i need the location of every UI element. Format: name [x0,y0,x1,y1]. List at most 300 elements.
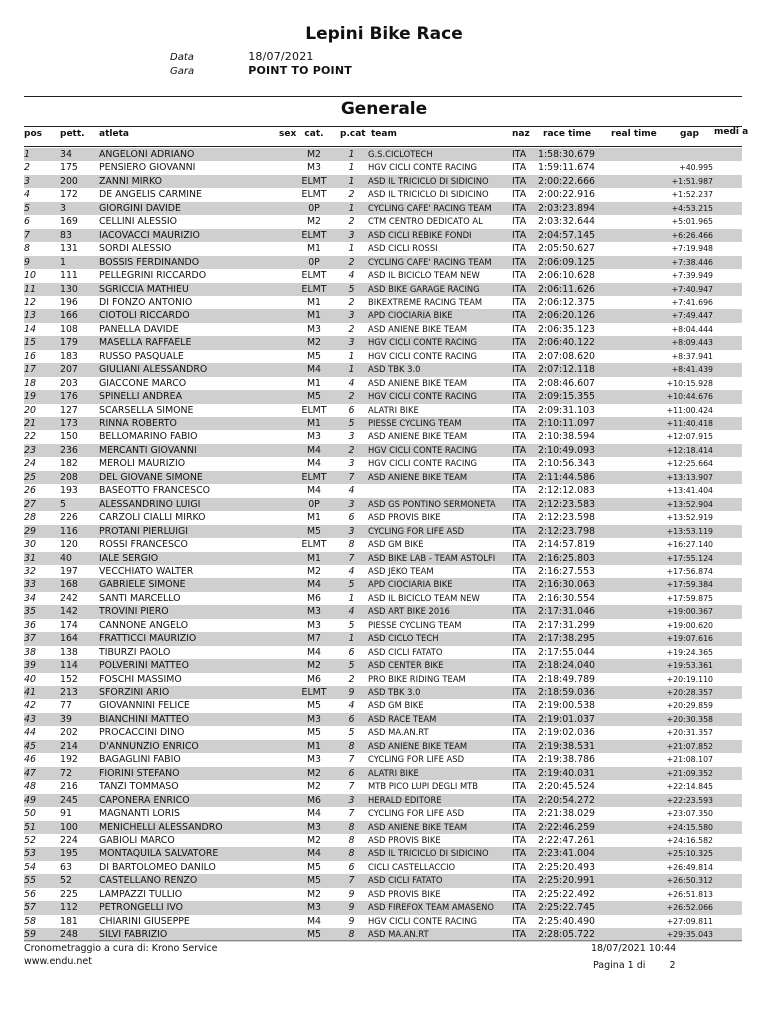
row-category: ELMT [301,687,327,698]
row-athlete: PENSIERO GIOVANNI [99,162,196,174]
row-category: M1 [306,377,322,389]
row-gap: +20:31.357 [666,728,713,738]
row-pos: 18 [24,377,36,389]
row-team: PIESSE CYCLING TEAM [368,418,462,428]
row-category: M4 [306,364,322,376]
header-real-time: real time [611,129,657,139]
row-athlete: SGRICCIA MATHIEU [99,283,189,295]
row-category-position: 9 [348,902,355,914]
row-pos: 2 [24,162,30,174]
table-row [24,646,742,659]
row-race-time: 2:20:54.272 [538,794,596,806]
row-category: M3 [306,713,322,725]
date-label: Data [170,52,194,63]
row-nation: ITA [512,485,527,497]
row-pos: 26 [24,485,36,497]
row-nation: ITA [512,606,527,618]
row-athlete: CIOTOLI RICCARDO [99,310,190,322]
row-nation: ITA [512,646,527,658]
row-gap: +7:41.696 [671,297,713,307]
row-athlete: ROSSI FRANCESCO [99,539,188,551]
row-category: M5 [306,350,322,362]
top-divider [24,96,742,97]
row-race-time: 1:59:11.674 [538,162,596,174]
row-bib: 179 [60,337,78,349]
row-athlete: BASEOTTO FRANCESCO [99,485,211,497]
row-category: ELMT [301,404,327,416]
row-nation: ITA [512,633,527,645]
row-category-position: 5 [348,619,355,631]
row-pos: 59 [24,929,36,941]
row-bib: 77 [60,700,72,712]
row-pos: 49 [24,794,36,806]
row-nation: ITA [512,216,527,228]
row-category-position: 3 [348,229,355,241]
row-bib: 108 [60,323,78,335]
header-pos: pos [24,129,42,139]
row-pos: 13 [24,310,36,322]
row-team: ALATRI BIKE [368,767,419,778]
row-category-position: 2 [348,391,355,403]
row-pos: 32 [24,565,36,577]
header-top-divider [24,126,742,127]
row-category-position: 1 [348,364,355,376]
row-team: ASD CENTER BIKE [368,660,444,671]
row-team: ASD FIREFOX TEAM AMASENO [368,902,495,913]
row-bib: 142 [60,606,78,618]
row-gap: +26:49.814 [666,862,713,872]
row-bib: 152 [60,673,78,685]
row-pos: 25 [24,471,36,483]
row-category-position: 1 [348,149,355,160]
row-team: HGV CICLI CONTE RACING [368,337,478,348]
row-athlete: GABIOLI MARCO [99,834,175,846]
row-race-time: 2:14:57.819 [538,539,596,551]
row-gap: +20:29.859 [666,701,713,711]
row-pos: 16 [24,350,36,362]
row-category: M1 [306,418,322,429]
row-team: ASD IL BICICLO TEAM NEW [368,270,480,281]
row-category-position: 5 [348,418,355,429]
row-category-position: 3 [348,310,355,322]
row-category-position: 1 [348,202,355,214]
table-row [24,525,742,538]
row-athlete: PETRONGELLI IVO [99,902,183,914]
row-team: ASD CICLI REBIKE FONDI [368,229,472,240]
row-pos: 53 [24,848,36,860]
row-race-time: 2:17:31.299 [538,619,596,631]
row-pos: 29 [24,525,36,537]
row-bib: 183 [60,350,78,362]
row-team: CTM CENTRO DEDICATO AL [368,216,483,227]
row-race-time: 2:18:49.789 [538,673,596,685]
row-gap: +21:08.107 [666,755,713,765]
row-nation: ITA [512,471,527,483]
row-athlete: IALE SERGIO [99,552,159,564]
row-category: 0P [308,256,320,268]
row-nation: ITA [512,202,527,214]
table-row [24,686,742,699]
row-gap: +24:16.582 [666,835,713,845]
row-category: M5 [306,875,322,887]
section-title: Generale [340,99,428,119]
row-race-time: 2:12:23.583 [538,498,596,510]
row-team: HGV CICLI CONTE RACING [368,915,478,926]
row-category: M1 [306,243,322,255]
row-athlete: MASELLA RAFFAELE [99,337,192,349]
row-bib: 225 [60,888,78,900]
table-row [24,619,742,632]
row-category-position: 8 [348,848,355,860]
row-category-position: 5 [348,579,355,591]
header-atleta: atleta [99,129,129,139]
row-pos: 42 [24,700,36,712]
row-race-time: 2:07:12.118 [538,364,596,376]
row-gap: +5:01.965 [671,217,713,227]
row-category: ELMT [301,229,327,241]
row-team: HGV CICLI CONTE RACING [368,162,478,173]
row-team: ASD TBK 3.0 [368,364,421,375]
row-pos: 15 [24,337,36,349]
row-pos: 58 [24,915,36,927]
row-bib: 176 [60,391,78,403]
row-pos: 10 [24,270,36,282]
row-category-position: 9 [348,915,355,927]
row-nation: ITA [512,848,527,860]
table-row [24,901,742,914]
row-gap: +21:07.852 [666,741,713,751]
row-category-position: 1 [348,243,355,255]
row-bib: 242 [60,592,78,604]
row-pos: 31 [24,552,36,564]
row-athlete: SORDI ALESSIO [99,243,172,255]
row-category: M2 [306,337,322,349]
row-bib: 181 [60,915,78,927]
row-bib: 192 [60,754,78,766]
row-pos: 1 [24,149,30,160]
row-athlete: BELLOMARINO FABIO [99,431,198,443]
row-category: M2 [306,660,322,672]
table-row [24,377,742,390]
row-team: ASD ANIENE BIKE TEAM [368,323,468,334]
row-category-position: 7 [348,754,355,766]
table-row [24,699,742,712]
row-bib: 203 [60,377,78,389]
row-category-position: 1 [348,175,355,187]
row-gap: +1:51.987 [671,176,713,186]
row-category: M3 [306,821,322,833]
website-link[interactable]: www.endu.net [24,956,92,967]
race-type-label: Gara [170,66,195,77]
row-bib: 169 [60,216,78,228]
row-race-time: 2:10:56.343 [538,458,596,470]
table-row [24,552,742,565]
table-row [24,242,742,255]
row-category: M4 [306,458,322,470]
table-row [24,430,742,443]
row-category: 0P [308,202,320,214]
row-category: M5 [306,391,322,403]
row-pos: 39 [24,660,36,672]
row-nation: ITA [512,687,527,698]
row-bib: 236 [60,444,78,456]
row-bib: 91 [60,808,72,820]
row-bib: 112 [60,902,78,914]
row-nation: ITA [512,175,527,187]
row-pos: 7 [24,229,30,241]
row-nation: ITA [512,431,527,443]
row-bib: 130 [60,283,78,295]
table-row [24,740,742,753]
row-gap: +19:00.367 [666,607,713,617]
row-nation: ITA [512,592,527,604]
row-team: ASD RACE TEAM [368,713,437,724]
row-race-time: 2:16:30.063 [538,579,596,591]
row-gap: +25:10.325 [666,849,713,859]
header-cat: cat. [304,129,324,139]
row-bib: 168 [60,579,78,591]
row-gap: +10:15.928 [666,378,713,388]
table-header [24,127,749,141]
table-row [24,659,742,672]
row-race-time: 2:12:12.083 [538,485,596,497]
table-row [24,296,742,309]
row-athlete: FIORINI STEFANO [99,767,180,779]
header-media: medi a [714,127,749,137]
row-gap: +22:23.593 [666,795,713,805]
row-bib: 3 [60,202,66,214]
row-race-time: 2:06:11.626 [538,283,596,295]
row-team: ASD ANIENE BIKE TEAM [368,740,468,751]
row-gap: +7:49.447 [671,311,713,321]
row-category-position: 7 [348,808,355,820]
row-pos: 52 [24,834,36,846]
row-category-position: 4 [348,565,355,577]
table-row [24,484,742,497]
row-team: ASD BIKE GARAGE RACING [368,283,480,294]
row-pos: 33 [24,579,36,591]
race-title: Lepini Bike Race [305,24,463,44]
row-race-time: 2:22:47.261 [538,834,596,846]
table-row [24,471,742,484]
row-team: ASD PROVIS BIKE [368,888,441,899]
row-team: HERALD EDITORE [368,794,442,805]
row-gap: +17:59.875 [666,593,713,603]
row-pos: 9 [24,256,30,268]
row-pos: 36 [24,619,36,631]
row-nation: ITA [512,256,527,268]
row-race-time: 2:28:05.722 [538,929,596,941]
row-race-time: 2:16:27.553 [538,565,596,577]
row-team: ASD GM BIKE [368,539,424,550]
table-row [24,888,742,901]
row-athlete: TANZI TOMMASO [99,781,179,793]
row-team: ASD BIKE LAB - TEAM ASTOLFI [368,552,496,563]
row-gap: +19:00.620 [666,620,713,630]
row-race-time: 2:12:23.798 [538,525,596,537]
row-pos: 41 [24,687,36,698]
row-nation: ITA [512,834,527,846]
row-athlete: DI FONZO ANTONIO [99,296,193,308]
row-category: M3 [306,902,322,914]
row-race-time: 2:09:31.103 [538,404,596,416]
row-athlete: CARZOLI CIALLI MIRKO [99,512,206,524]
row-nation: ITA [512,713,527,725]
row-nation: ITA [512,902,527,914]
row-category-position: 2 [348,444,355,456]
row-category: M2 [306,216,322,228]
row-category-position: 4 [348,485,355,497]
row-race-time: 2:00:22.916 [538,189,596,201]
row-race-time: 2:20:45.524 [538,781,596,793]
row-category-position: 3 [348,525,355,537]
row-category-position: 1 [348,350,355,362]
table-row [24,283,742,296]
row-race-time: 2:17:31.046 [538,606,596,618]
row-pos: 23 [24,444,36,456]
header-sex: sex [279,129,297,139]
row-gap: +29:35.043 [666,930,713,940]
row-gap: +10:44.676 [666,392,713,402]
date-value: 18/07/2021 [248,50,314,63]
row-nation: ITA [512,700,527,712]
row-bib: 200 [60,175,78,187]
row-category: M6 [306,592,322,604]
row-category-position: 6 [348,646,355,658]
row-pos: 12 [24,296,36,308]
row-team: PRO BIKE RIDING TEAM [368,673,466,684]
row-team: CYCLING FOR LIFE ASD [368,525,465,536]
row-nation: ITA [512,498,527,510]
table-row [24,861,742,874]
row-pos: 3 [24,175,30,187]
row-athlete: SILVI FABRIZIO [99,929,168,941]
row-race-time: 2:25:40.490 [538,915,596,927]
row-team: ASD TBK 3.0 [368,687,421,697]
row-pos: 55 [24,875,36,887]
row-pos: 11 [24,283,36,295]
row-team: ASD GS PONTINO SERMONETA [368,498,496,509]
row-nation: ITA [512,350,527,362]
row-race-time: 2:06:12.375 [538,296,596,308]
row-athlete: SFORZINI ARIO [99,687,170,698]
row-pos: 37 [24,633,36,645]
table-row [24,511,742,524]
row-bib: 72 [60,767,72,779]
row-gap: +8:04.444 [671,324,713,334]
row-nation: ITA [512,579,527,591]
row-gap: +11:40.418 [666,419,713,428]
row-category-position: 7 [348,552,355,564]
row-category: M5 [306,727,322,739]
row-gap: +19:07.616 [666,634,713,644]
row-team: CYCLING CAFE' RACING TEAM [368,256,492,267]
table-row [24,498,742,511]
row-gap: +19:53.361 [666,661,713,671]
row-athlete: CANNONE ANGELO [99,619,189,631]
row-nation: ITA [512,781,527,793]
header-naz: naz [512,129,530,139]
row-gap: +22:14.845 [666,782,713,792]
row-category-position: 1 [348,633,355,645]
row-bib: 175 [60,162,78,174]
row-gap: +16:27.140 [666,540,713,550]
table-row [24,336,742,349]
row-race-time: 2:06:35.123 [538,323,596,335]
row-category: M1 [306,310,322,322]
row-athlete: PANELLA DAVIDE [99,323,179,335]
row-race-time: 2:06:10.628 [538,270,596,282]
row-nation: ITA [512,552,527,564]
row-bib: 166 [60,310,78,322]
row-nation: ITA [512,512,527,524]
row-race-time: 2:04:57.145 [538,229,596,241]
row-gap: +26:50.312 [666,876,713,886]
row-bib: 114 [60,660,78,672]
row-team: ASD PROVIS BIKE [368,512,441,523]
row-category: M5 [306,700,322,712]
row-category-position: 6 [348,861,355,873]
row-nation: ITA [512,808,527,820]
row-nation: ITA [512,660,527,672]
row-gap: +7:19.948 [671,244,713,254]
row-nation: ITA [512,337,527,349]
row-nation: ITA [512,888,527,900]
header-pett: pett. [60,129,85,139]
row-race-time: 2:06:09.125 [538,256,596,268]
row-category: M3 [306,606,322,618]
row-race-time: 2:25:20.991 [538,875,596,887]
row-category: M3 [306,323,322,335]
row-gap: +13:13.907 [666,472,713,482]
row-gap: +12:18.414 [666,445,713,455]
row-team: BIKEXTREME RACING TEAM [368,296,483,307]
table-row [24,444,742,457]
row-gap: +17:59.384 [666,580,713,590]
row-gap: +40.995 [679,163,713,173]
row-race-time: 2:25:20.493 [538,861,596,873]
row-category-position: 2 [348,673,355,685]
row-athlete: DI BARTOLOMEO DANILO [99,861,216,873]
row-gap: +8:09.443 [671,338,713,348]
row-category: M2 [306,834,322,846]
row-category-position: 7 [348,471,355,483]
row-nation: ITA [512,767,527,779]
row-race-time: 2:12:23.598 [538,512,596,524]
table-row [24,323,742,336]
row-nation: ITA [512,310,527,322]
row-bib: 172 [60,189,78,201]
row-nation: ITA [512,270,527,282]
row-bib: 116 [60,525,78,537]
row-team: ASD CICLI FATATO [368,875,443,886]
row-race-time: 2:25:22.492 [538,888,596,900]
row-bib: 34 [60,149,72,160]
row-category: M4 [306,485,322,497]
row-category: M2 [306,781,322,793]
row-athlete: ZANNI MIRKO [99,175,162,187]
row-nation: ITA [512,162,527,174]
row-athlete: TROVINI PIERO [99,606,169,618]
row-athlete: DEL GIOVANE SIMONE [99,471,203,483]
row-athlete: GIOVANNINI FELICE [99,700,190,712]
row-race-time: 2:19:01.037 [538,713,596,725]
table-row [24,565,742,578]
row-athlete: RINNA ROBERTO [99,418,177,429]
row-pos: 34 [24,592,36,604]
table-row [24,578,742,591]
row-pos: 48 [24,781,36,793]
